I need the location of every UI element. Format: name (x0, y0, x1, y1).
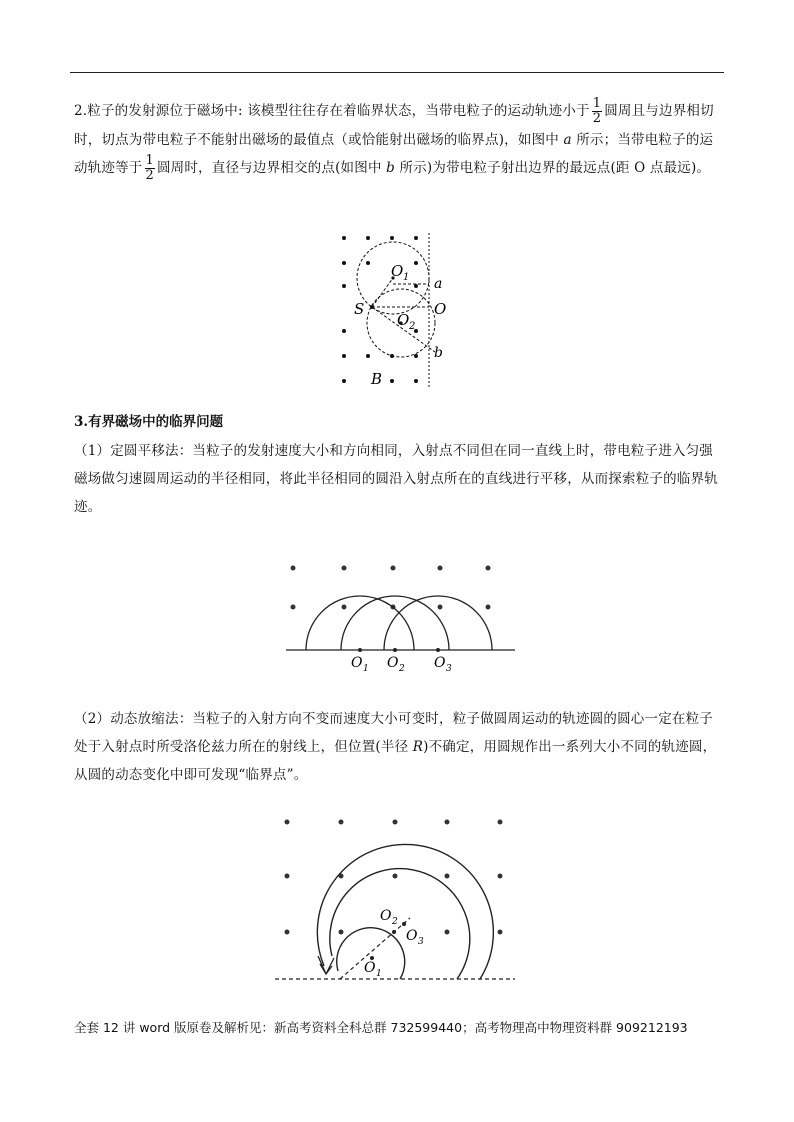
fraction-numerator: 1 (145, 153, 154, 168)
label-r: R (412, 739, 424, 755)
label-o1-3: O (364, 960, 376, 976)
label-o1: O (391, 262, 404, 280)
label-o2-sub: 2 (409, 321, 416, 332)
label-o2-3-sub: 2 (392, 917, 398, 927)
label-b: b (386, 160, 395, 176)
label-b-fig: b (434, 345, 443, 361)
section-3-title: 3.有界磁场中的临界问题 (74, 414, 224, 430)
fraction-denominator: 2 (145, 168, 154, 183)
field-dots-2 (291, 566, 491, 610)
figure-translation-method (283, 552, 518, 676)
method-2-text-b: )不确定，用圆规作出一系列大小不同的轨迹圆，从圆的动态变化中即可发现“临界点”。 (74, 739, 717, 783)
arc-o2 (341, 596, 449, 650)
label-o1-2-sub: 1 (363, 664, 369, 674)
center-o3-2 (436, 648, 440, 652)
label-o3-2-sub: 3 (446, 664, 452, 674)
figure-emitter-in-field (330, 228, 460, 398)
label-o: O (434, 300, 447, 318)
footer-note: 全套 12 讲 word 版原卷及解析见：新高考资料全科总群 732599440；高考物理高中物理资料群 909212193 (74, 1020, 688, 1035)
header-rule (70, 72, 724, 73)
fraction-one-half-2 (145, 154, 155, 183)
paragraph-emitter-inside-field (74, 97, 726, 183)
p1-text-4: 圆周时，直径与边界相交的点(如图中 (156, 160, 382, 176)
method-2-paragraph (74, 705, 726, 789)
center-o2-3 (392, 930, 396, 934)
source-point (370, 305, 374, 309)
fraction-one-half (592, 97, 602, 126)
label-o2-2-sub: 2 (399, 664, 405, 674)
method-2-text-a: （2）动态放缩法：当粒子的入射方向不变而速度大小可变时，粒子做圆周运动的轨迹圆的圆心一定在粒子处于入射点时所受洛伦兹力所在的射线上，但位置(半径 (74, 711, 713, 755)
label-field-b: B (371, 370, 383, 388)
figure-scaling-method (270, 806, 520, 988)
radius-1 (372, 278, 393, 307)
label-o1-sub: 1 (403, 272, 410, 283)
p1-text-2: 圆周且与边界相切时，切点为带电粒子不能射出磁场的最值点（或恰能射出磁场的临界点)，如图中 (74, 103, 714, 148)
fraction-numerator: 1 (592, 96, 602, 111)
label-o2-3: O (380, 908, 392, 924)
label-o3-2: O (434, 655, 446, 671)
label-o1-2: O (351, 655, 363, 671)
p1-text-5: 所示)为带电粒子射出边界的最远点(距 O 点最远)。 (399, 160, 711, 176)
label-o3-3: O (406, 928, 418, 944)
arc-o1 (306, 596, 414, 650)
arc-o3 (384, 596, 492, 650)
center-o3-3 (402, 922, 406, 926)
center-o2-2 (393, 648, 397, 652)
label-o2-2: O (387, 655, 399, 671)
center-o1-2 (358, 648, 362, 652)
p1-text-1: 2.粒子的发射源位于磁场中: 该模型往往存在着临界状态，当带电粒子的运动轨迹小于 (74, 103, 590, 119)
label-o3-3-sub: 3 (418, 937, 424, 947)
label-a-fig: a (434, 276, 443, 292)
label-s: S (354, 300, 365, 318)
method-1-paragraph: （1）定圆平移法：当粒子的发射速度大小和方向相同，入射点不同但在同一直线上时，带电粒子进入匀强磁场做匀速圆周运动的半径相同，将此半径相同的圆沿入射点所在的直线进行平移，从而探索粒子的临界轨迹。 (74, 443, 718, 515)
label-a: a (563, 132, 572, 148)
fraction-denominator: 2 (592, 111, 602, 126)
arrowheads (318, 956, 334, 974)
p1-text-3: 所示；当带电粒子的运动轨迹等于 (74, 132, 714, 176)
label-o2: O (397, 311, 410, 329)
label-o1-3-sub: 1 (376, 969, 382, 979)
medium-trajectory (330, 869, 470, 979)
